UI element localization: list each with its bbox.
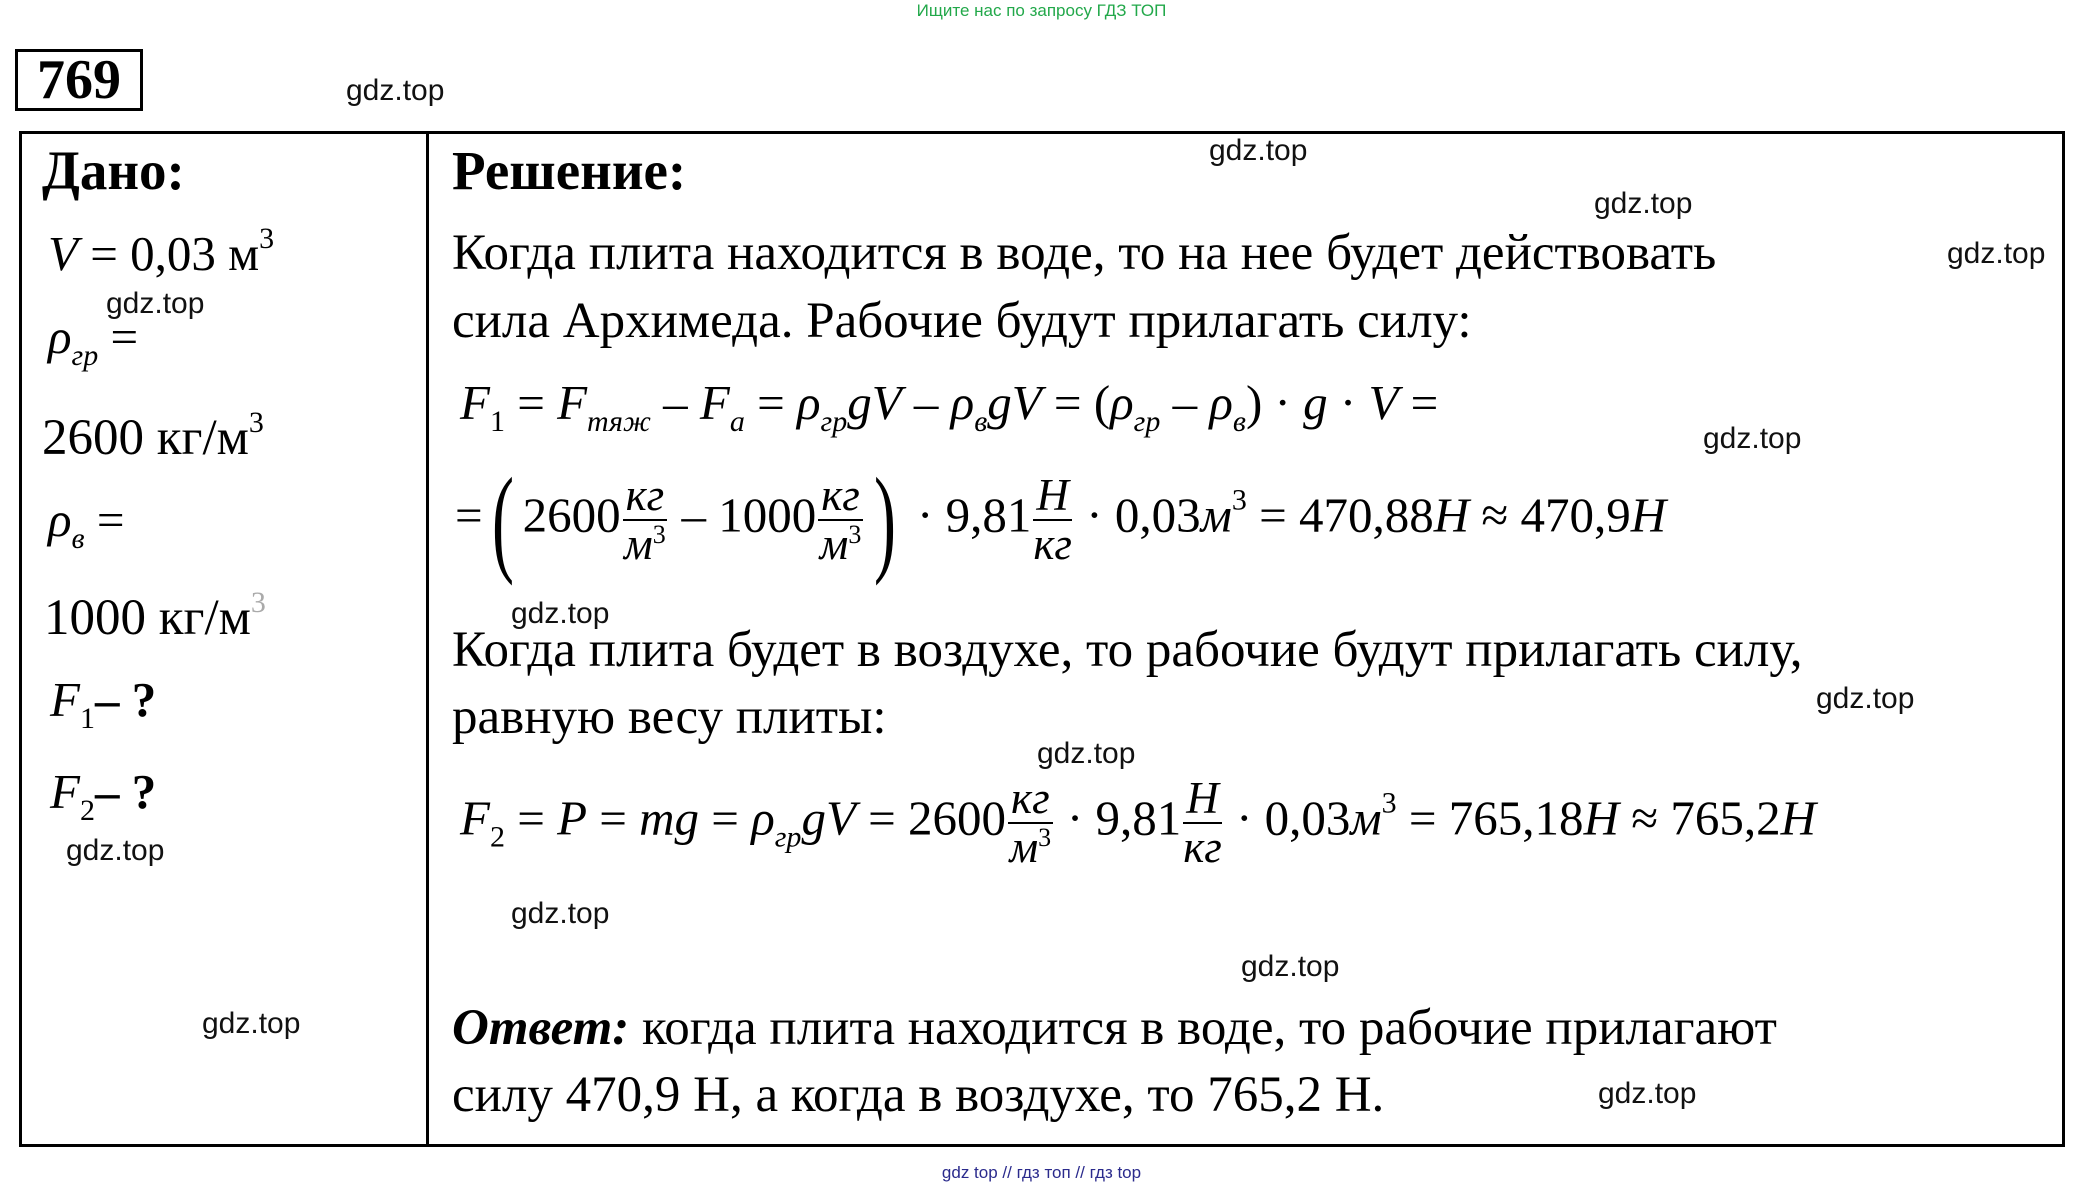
watermark: gdz.top — [1816, 682, 1915, 715]
watermark: gdz.top — [1241, 950, 1340, 983]
solution-text-line: Когда плита будет в воздухе, то рабочие будут прилагать силу, — [452, 622, 1803, 678]
solution-text-line: Когда плита находится в воде, то на нее будет действовать — [452, 225, 1717, 281]
solution-text-line: равную весу плиты: — [452, 689, 887, 745]
problem-number: 769 — [15, 49, 143, 111]
watermark: gdz.top — [511, 597, 610, 630]
given-rho-water-label: $\rho_в$ = — [48, 492, 125, 555]
formula-f1-line1: $F_1 = F_{тяж} - F_а = \rho_{гр}gV - \rho_вgV = (\rho_{гр} - \rho_в) \cdot g \cdot V$ = — [460, 375, 1439, 438]
watermark: gdz.top — [346, 74, 445, 107]
given-rho-granite-value: 2600 $кг/м^3$ — [42, 406, 264, 466]
answer-line2: силу 470,9 Н, а когда в воздухе, то 765,2 Н. — [452, 1067, 1385, 1123]
watermark: gdz.top — [1598, 1077, 1697, 1110]
watermark: gdz.top — [66, 834, 165, 867]
given-rho-granite-label: $\rho_{гр}$ = — [48, 309, 139, 372]
watermark: gdz.top — [1037, 737, 1136, 770]
formula-f2: $F_2 = P$ = mg = $\rho_{гр}gV = 2600$ $\frac{кг}{м^3}$ · 9,81 $\frac{Н}{кг}$ · $0,03м^3 = 765,18Н \approx 765,2Н$ — [460, 773, 1816, 873]
watermark: gdz.top — [202, 1007, 301, 1040]
given-rho-water-value: 1000 $кг/м^3$ — [44, 586, 266, 646]
answer-line1: Ответ: когда плита находится в воде, то рабочие прилагают — [452, 1000, 1777, 1056]
column-divider — [426, 131, 429, 1147]
formula-f1-line2: =( 2600 $\frac{кг}{м^3}$ – 1000 $\frac{кг}{м^3}$ ) · 9,81 $\frac{Н}{кг}$ · $0,03м^3 = 470,88Н \approx 470,9Н$ — [455, 453, 1667, 586]
watermark: gdz.top — [511, 897, 610, 930]
footer-links: gdz top // гдз топ // гдз top — [941, 1163, 1142, 1182]
given-volume: V = 0,03 $м^3$ — [48, 222, 275, 281]
given-title: Дано: — [42, 140, 185, 201]
given-f1-unknown: $F_1-$ ? — [50, 672, 157, 735]
solution-text-line: сила Архимеда. Рабочие будут прилагать силу: — [452, 293, 1472, 349]
solution-title: Решение: — [452, 140, 687, 201]
watermark: gdz.top — [1209, 134, 1308, 167]
given-f2-unknown: $F_2-$ ? — [50, 764, 157, 827]
watermark: gdz.top — [1703, 422, 1802, 455]
top-banner: Ищите нас по запросу ГДЗ ТОП — [916, 1, 1167, 20]
watermark: gdz.top — [1947, 237, 2046, 270]
watermark: gdz.top — [1594, 187, 1693, 220]
watermark: gdz.top — [106, 287, 205, 320]
